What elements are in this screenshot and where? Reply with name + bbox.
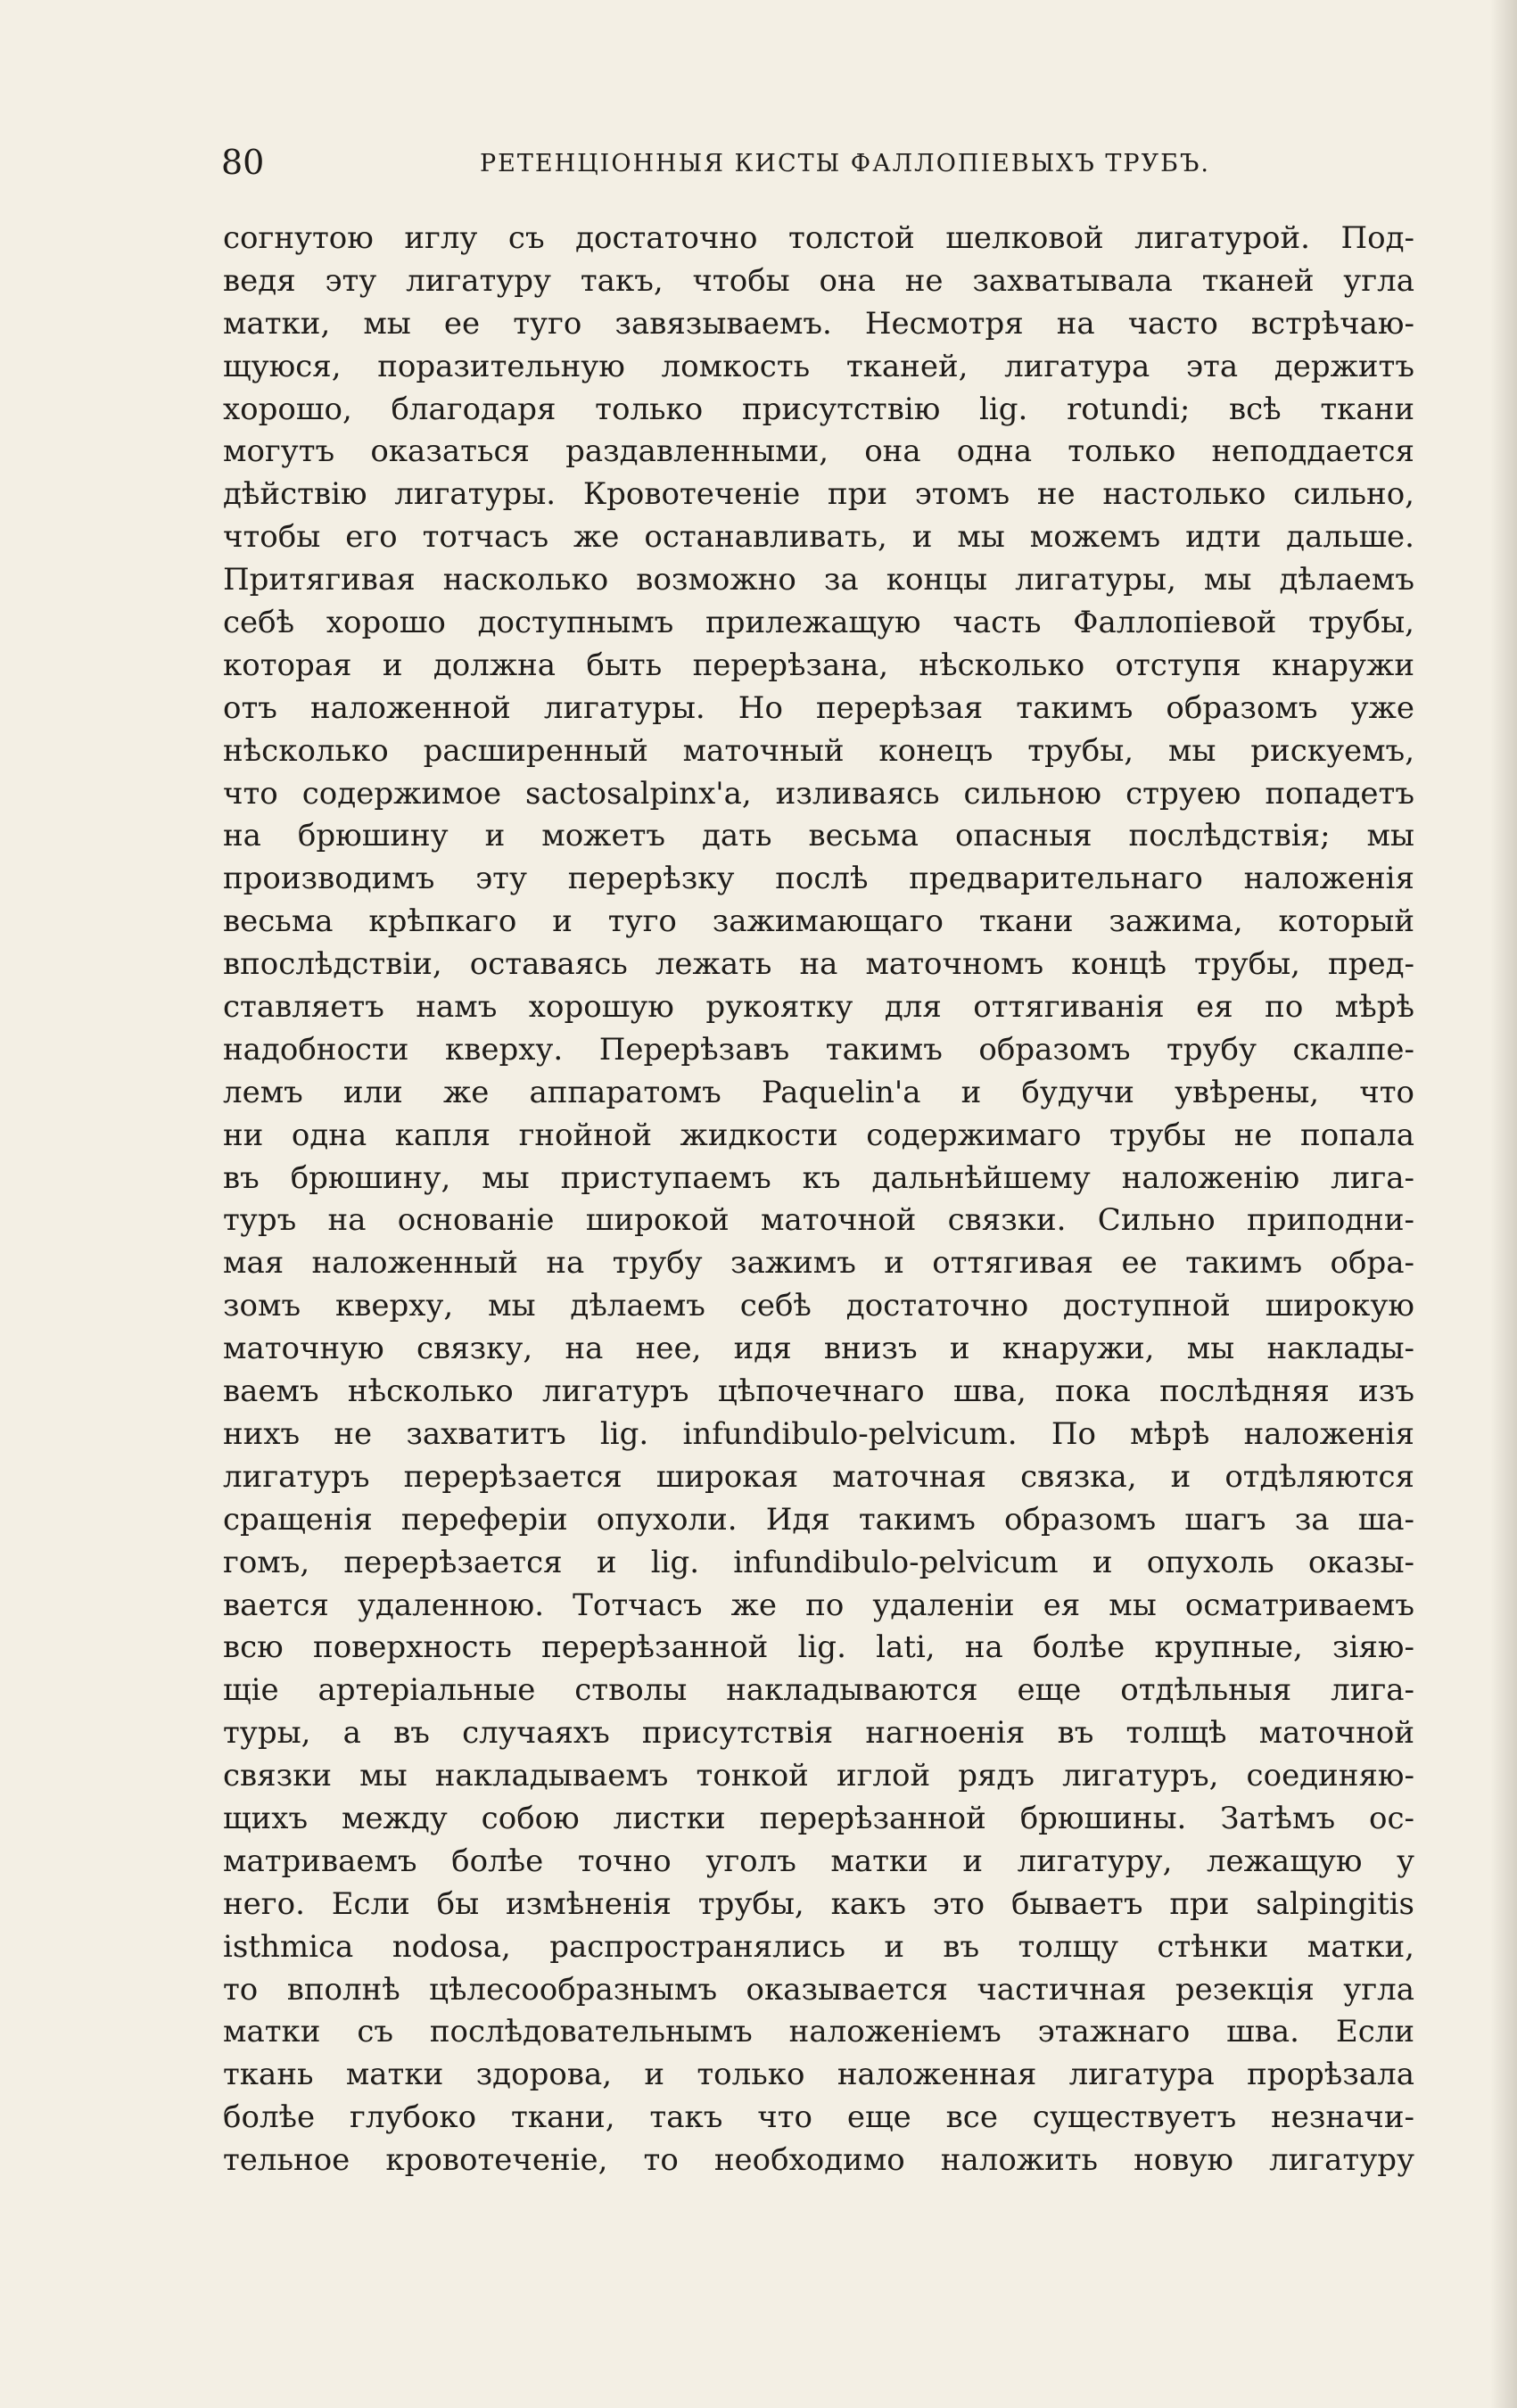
text-line: вается удаленною. Тотчасъ же по удаленіи ея мы осматриваемъ bbox=[223, 1587, 1414, 1623]
text-line: ставляетъ намъ хорошую рукоятку для оттягиванія ея по мѣрѣ bbox=[223, 989, 1414, 1026]
text-line: Притягивая насколько возможно за концы лигатуры, мы дѣлаемъ bbox=[223, 562, 1414, 598]
text-line: болѣе глубоко ткани, такъ что еще все существуетъ незначи- bbox=[223, 2099, 1414, 2136]
text-line: нѣсколько расширенный маточный конецъ трубы, мы рискуемъ, bbox=[223, 732, 1414, 769]
text-line: всю поверхность перерѣзанной lig. lati, на болѣе крупные, зіяю- bbox=[223, 1629, 1414, 1666]
text-line: матки, мы ее туго завязываемъ. Несмотря на часто встрѣчаю- bbox=[223, 305, 1414, 342]
text-line: чтобы его тотчасъ же останавливать, и мы можемъ идти дальше. bbox=[223, 519, 1414, 556]
text-line: туры, а въ случаяхъ присутствія нагноенія въ толщѣ маточной bbox=[223, 1715, 1414, 1752]
text-line: что содержимое sactosalpinx'а, изливаясь сильною струею попадетъ bbox=[223, 775, 1414, 812]
text-line: надобности кверху. Перерѣзавъ такимъ образомъ трубу скалпе- bbox=[223, 1031, 1414, 1068]
text-line: согнутою иглу съ достаточно толстой шелковой лигатурой. Под- bbox=[223, 220, 1414, 256]
text-line: то вполнѣ цѣлесообразнымъ оказывается частичная резекція угла bbox=[223, 1971, 1414, 2008]
text-line: ведя эту лигатуру такъ, чтобы она не захватывала тканей угла bbox=[223, 262, 1414, 299]
text-line: гомъ, перерѣзается и lig. infundibulo-pelvicum и опухоль оказы- bbox=[223, 1544, 1414, 1580]
page-edge-shadow bbox=[1490, 0, 1517, 2408]
text-line: связки мы накладываемъ тонкой иглой рядъ лигатуръ, соединяю- bbox=[223, 1758, 1414, 1794]
text-line: отъ наложенной лигатуры. Но перерѣзая такимъ образомъ уже bbox=[223, 689, 1414, 726]
text-line: весьма крѣпкаго и туго зажимающаго ткани зажима, который bbox=[223, 903, 1414, 940]
text-line: нихъ не захватитъ lig. infundibulo-pelvicum. По мѣрѣ наложенія bbox=[223, 1415, 1414, 1452]
page-number: 80 bbox=[221, 143, 265, 182]
text-line: щіе артеріальные стволы накладываются еще отдѣльныя лига- bbox=[223, 1672, 1414, 1709]
text-line: него. Если бы измѣненія трубы, какъ это бываетъ при salpingitis bbox=[223, 1885, 1414, 1922]
text-line: ни одна капля гнойной жидкости содержимаго трубы не попала bbox=[223, 1117, 1414, 1153]
text-line: лигатуръ перерѣзается широкая маточная связка, и отдѣляются bbox=[223, 1458, 1414, 1495]
text-line: мая наложенный на трубу зажимъ и оттягивая ее такимъ обра- bbox=[223, 1245, 1414, 1282]
text-line: щихъ между собою листки перерѣзанной брюшины. Затѣмъ ос- bbox=[223, 1800, 1414, 1836]
text-line: которая и должна быть перерѣзана, нѣсколько отступя кнаружи bbox=[223, 647, 1414, 683]
text-line: щуюся, поразительную ломкость тканей, лигатура эта держитъ bbox=[223, 348, 1414, 384]
text-line: производимъ эту перерѣзку послѣ предварительнаго наложенія bbox=[223, 861, 1414, 897]
body-text bbox=[223, 218, 1414, 2182]
text-line: isthmica nodosa, распространялись и въ толщу стѣнки матки, bbox=[223, 1928, 1414, 1965]
text-line: туръ на основаніе широкой маточной связки. Сильно приподни- bbox=[223, 1202, 1414, 1239]
page-header bbox=[221, 141, 1416, 184]
text-line: себѣ хорошо доступнымъ прилежащую часть Фаллопіевой трубы, bbox=[223, 605, 1414, 641]
text-line: въ брюшину, мы приступаемъ къ дальнѣйшему наложенію лига- bbox=[223, 1159, 1414, 1196]
text-line: ваемъ нѣсколько лигатуръ цѣпочечнаго шва, пока послѣдняя изъ bbox=[223, 1373, 1414, 1410]
text-line: лемъ или же аппаратомъ Paquelin'а и будучи увѣрены, что bbox=[223, 1074, 1414, 1110]
text-line: матки съ послѣдовательнымъ наложеніемъ этажнаго шва. Если bbox=[223, 2014, 1414, 2050]
text-line: могутъ оказаться раздавленными, она одна только неподдается bbox=[223, 433, 1414, 470]
text-line: впослѣдствіи, оставаясь лежать на маточномъ концѣ трубы, пред- bbox=[223, 946, 1414, 983]
text-line: маточную связку, на нее, идя внизъ и кнаружи, мы наклады- bbox=[223, 1331, 1414, 1367]
text-line: ткань матки здорова, и только наложенная лигатура прорѣзала bbox=[223, 2057, 1414, 2093]
text-line: тельное кровотеченіе, то необходимо наложить новую лигатуру bbox=[223, 2142, 1414, 2179]
text-line: дѣйствію лигатуры. Кровотеченіе при этомъ не настолько сильно, bbox=[223, 476, 1414, 513]
text-line: хорошо, благодаря только присутствію lig. rotundi; всѣ ткани bbox=[223, 391, 1414, 427]
text-line: сращенія переферіи опухоли. Идя такимъ образомъ шагъ за ша- bbox=[223, 1501, 1414, 1538]
text-line: на брюшину и можетъ дать весьма опасныя послѣдствія; мы bbox=[223, 818, 1414, 854]
text-line: зомъ кверху, мы дѣлаемъ себѣ достаточно доступной широкую bbox=[223, 1288, 1414, 1324]
text-line: матриваемъ болѣе точно уголъ матки и лигатуру, лежащую у bbox=[223, 1843, 1414, 1879]
running-title: РЕТЕНЦІОННЫЯ КИСТЫ ФАЛЛОПІЕВЫХЪ ТРУБЪ. bbox=[480, 150, 1210, 177]
